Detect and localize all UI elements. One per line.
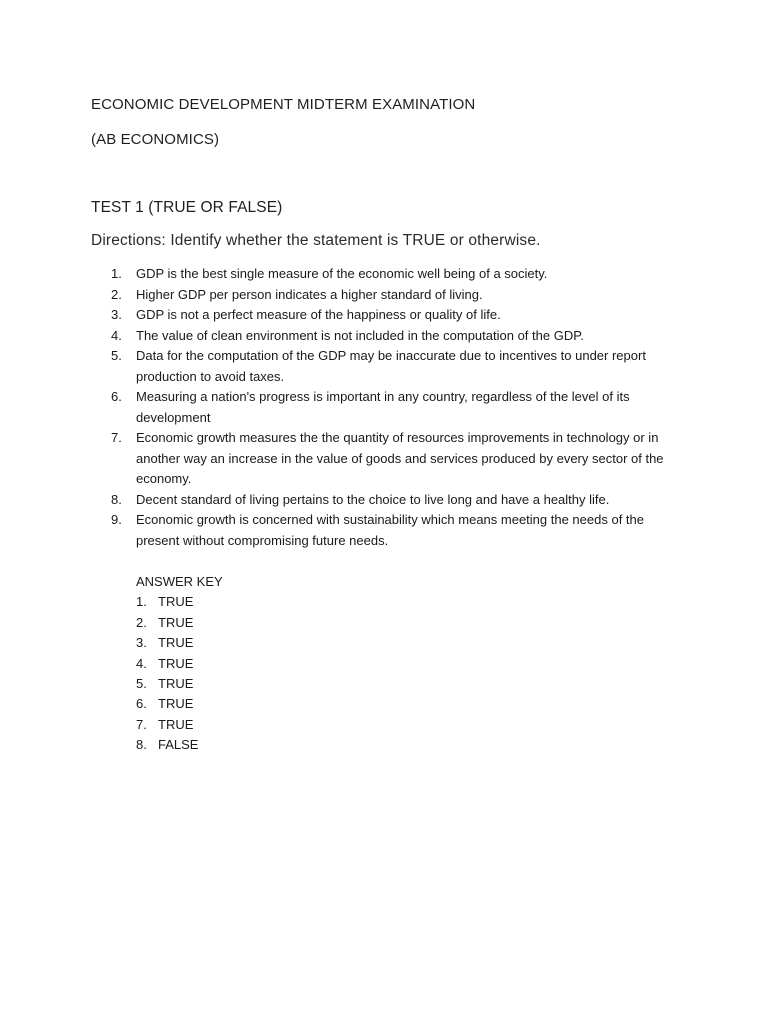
answer-row bbox=[136, 654, 223, 674]
question-item bbox=[0, 387, 768, 428]
question-number: 1. bbox=[111, 266, 122, 281]
answer-row bbox=[136, 633, 223, 653]
answer-value: TRUE bbox=[158, 635, 194, 651]
question-number: 6. bbox=[111, 389, 122, 404]
question-text: Measuring a nation's progress is important in any country, regardless of the level of its development bbox=[136, 389, 630, 425]
answer-number: 1. bbox=[136, 594, 147, 610]
question-text: Economic growth measures the the quantity of resources improvements in technology or in another way an increase in the value of goods and services produced by every sector of the economy. bbox=[136, 430, 664, 486]
question-text: Higher GDP per person indicates a higher standard of living. bbox=[136, 286, 483, 302]
question-text: Data for the computation of the GDP may be inaccurate due to incentives to under report production to avoid taxes. bbox=[136, 348, 646, 384]
answer-row bbox=[136, 592, 223, 612]
question-list bbox=[0, 264, 768, 551]
question-item bbox=[0, 285, 768, 306]
question-text: Economic growth is concerned with sustainability which means meeting the needs of the present without compromising future needs. bbox=[136, 512, 644, 548]
answer-row bbox=[136, 715, 223, 735]
question-item bbox=[0, 326, 768, 347]
question-item bbox=[0, 264, 768, 285]
question-item bbox=[0, 305, 768, 326]
answer-row bbox=[136, 613, 223, 633]
answer-number: 8. bbox=[136, 737, 147, 753]
question-text: Decent standard of living pertains to the choice to live long and have a healthy life. bbox=[136, 491, 610, 507]
directions-label: Directions: bbox=[91, 232, 166, 249]
answer-key-heading: ANSWER KEY bbox=[136, 574, 223, 589]
answer-value: TRUE bbox=[158, 594, 194, 610]
answer-number: 6. bbox=[136, 696, 147, 712]
question-number: 5. bbox=[111, 348, 122, 363]
question-text: GDP is the best single measure of the economic well being of a society. bbox=[136, 266, 548, 281]
answer-value: TRUE bbox=[158, 716, 194, 732]
test-heading: TEST 1 (TRUE OR FALSE) bbox=[91, 199, 283, 216]
question-item bbox=[0, 428, 768, 490]
document-subtitle: (AB ECONOMICS) bbox=[91, 131, 220, 148]
answer-number: 3. bbox=[136, 635, 147, 651]
question-text: GDP is not a perfect measure of the happiness or quality of life. bbox=[136, 307, 501, 322]
answer-key bbox=[136, 572, 223, 756]
answer-number: 4. bbox=[136, 655, 147, 671]
answer-value: TRUE bbox=[158, 675, 194, 691]
answer-row bbox=[136, 674, 223, 694]
answer-value: TRUE bbox=[158, 655, 194, 671]
question-number: 7. bbox=[111, 430, 122, 445]
document-title: ECONOMIC DEVELOPMENT MIDTERM EXAMINATION bbox=[91, 96, 476, 113]
question-item bbox=[0, 510, 768, 551]
answer-number: 5. bbox=[136, 675, 147, 691]
question-item bbox=[0, 490, 768, 511]
question-number: 4. bbox=[111, 327, 122, 343]
answer-row bbox=[136, 735, 223, 755]
question-number: 9. bbox=[111, 512, 122, 527]
answer-number: 7. bbox=[136, 716, 147, 732]
answer-number: 2. bbox=[136, 614, 147, 630]
question-number: 2. bbox=[111, 286, 122, 302]
question-item bbox=[0, 346, 768, 387]
answer-row bbox=[136, 694, 223, 714]
question-number: 8. bbox=[111, 491, 122, 507]
question-number: 3. bbox=[111, 307, 122, 322]
answer-value: FALSE bbox=[158, 737, 199, 753]
answer-value: TRUE bbox=[158, 696, 194, 712]
answer-value: TRUE bbox=[158, 614, 194, 630]
directions bbox=[91, 232, 541, 250]
question-text: The value of clean environment is not included in the computation of the GDP. bbox=[136, 327, 584, 343]
directions-text: Identify whether the statement is TRUE or otherwise. bbox=[170, 232, 541, 249]
